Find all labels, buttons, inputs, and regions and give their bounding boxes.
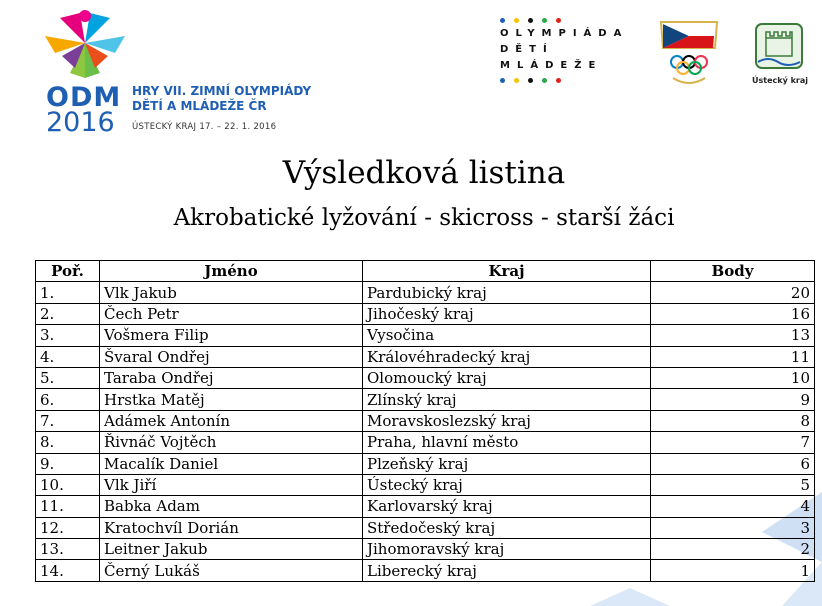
page-subtitle: Akrobatické lyžování - skicross - starší žáci	[173, 205, 675, 231]
region-cell: Karlovarský kraj	[363, 496, 651, 517]
points-cell: 1	[651, 560, 815, 581]
table-row	[36, 517, 815, 538]
table-row	[36, 496, 815, 517]
table-row	[36, 539, 815, 560]
region-cell: Vysočina	[363, 325, 651, 346]
name-cell: Taraba Ondřej	[100, 367, 363, 388]
region-cell: Moravskoslezský kraj	[363, 410, 651, 431]
points-cell: 13	[651, 325, 815, 346]
olympiada-dots-top	[500, 18, 561, 23]
table-header-row	[36, 261, 815, 282]
table-row	[36, 453, 815, 474]
header-name: Jméno	[100, 261, 363, 282]
decorative-triangle-bottom	[590, 588, 670, 606]
ustecky-kraj-emblem-icon	[752, 20, 808, 74]
rank-cell: 14.	[36, 560, 100, 581]
points-cell: 6	[651, 453, 815, 474]
czech-olympic-committee-icon	[655, 18, 723, 88]
points-cell: 4	[651, 496, 815, 517]
header-points: Body	[651, 261, 815, 282]
points-cell: 5	[651, 474, 815, 495]
table-row	[36, 410, 815, 431]
odm-star-mark-icon	[40, 8, 130, 78]
table-row	[36, 389, 815, 410]
olympiada-line1: OLYMPIÁDA	[500, 28, 629, 39]
page-title: Výsledková listina	[282, 155, 566, 191]
rank-cell: 1.	[36, 282, 100, 303]
region-cell: Zlínský kraj	[363, 389, 651, 410]
points-cell: 11	[651, 346, 815, 367]
name-cell: Adámek Antonín	[100, 410, 363, 431]
rank-cell: 12.	[36, 517, 100, 538]
odm-year: 2016	[46, 107, 115, 138]
olympiada-line3: MLÁDEŽE	[500, 60, 603, 71]
region-cell: Olomoucký kraj	[363, 367, 651, 388]
points-cell: 3	[651, 517, 815, 538]
points-cell: 20	[651, 282, 815, 303]
points-cell: 9	[651, 389, 815, 410]
rank-cell: 11.	[36, 496, 100, 517]
region-cell: Pardubický kraj	[363, 282, 651, 303]
region-cell: Ústecký kraj	[363, 474, 651, 495]
table-row	[36, 325, 815, 346]
odm-title-line2: DĚTÍ A MLÁDEŽE ČR	[132, 99, 267, 113]
rank-cell: 10.	[36, 474, 100, 495]
olympiada-logo	[500, 18, 640, 88]
table-row	[36, 303, 815, 324]
name-cell: Řivnáč Vojtěch	[100, 432, 363, 453]
region-cell: Středočeský kraj	[363, 517, 651, 538]
rank-cell: 9.	[36, 453, 100, 474]
rank-cell: 6.	[36, 389, 100, 410]
region-cell: Praha, hlavní město	[363, 432, 651, 453]
name-cell: Babka Adam	[100, 496, 363, 517]
table-row	[36, 282, 815, 303]
results-table-body	[36, 282, 815, 581]
name-cell: Hrstka Matěj	[100, 389, 363, 410]
table-row	[36, 474, 815, 495]
results-table	[35, 260, 815, 582]
region-cell: Plzeňský kraj	[363, 453, 651, 474]
rank-cell: 4.	[36, 346, 100, 367]
name-cell: Švaral Ondřej	[100, 346, 363, 367]
name-cell: Vlk Jakub	[100, 282, 363, 303]
region-cell: Jihočeský kraj	[363, 303, 651, 324]
table-row	[36, 432, 815, 453]
region-cell: Jihomoravský kraj	[363, 539, 651, 560]
odm-wordmark: ODM	[46, 82, 122, 113]
header-region: Kraj	[363, 261, 651, 282]
olympiada-dots-bottom	[500, 78, 561, 83]
table-row	[36, 560, 815, 581]
ustecky-kraj-logo	[752, 20, 808, 90]
name-cell: Kratochvíl Dorián	[100, 517, 363, 538]
rank-cell: 2.	[36, 303, 100, 324]
table-row	[36, 346, 815, 367]
name-cell: Čech Petr	[100, 303, 363, 324]
points-cell: 2	[651, 539, 815, 560]
olympiada-line2: DĚTÍ	[500, 44, 554, 55]
points-cell: 7	[651, 432, 815, 453]
rank-cell: 8.	[36, 432, 100, 453]
odm-date-line: ÚSTECKÝ KRAJ 17. – 22. 1. 2016	[132, 122, 277, 132]
region-cell: Královéhradecký kraj	[363, 346, 651, 367]
region-cell: Liberecký kraj	[363, 560, 651, 581]
odm-title-line1: HRY VII. ZIMNÍ OLYMPIÁDY	[132, 84, 312, 98]
points-cell: 16	[651, 303, 815, 324]
name-cell: Vošmera Filip	[100, 325, 363, 346]
header-rank: Poř.	[36, 261, 100, 282]
rank-cell: 13.	[36, 539, 100, 560]
ustecky-kraj-label: Ústecký kraj	[752, 76, 808, 85]
rank-cell: 5.	[36, 367, 100, 388]
name-cell: Macalík Daniel	[100, 453, 363, 474]
rank-cell: 7.	[36, 410, 100, 431]
name-cell: Vlk Jiří	[100, 474, 363, 495]
table-row	[36, 367, 815, 388]
name-cell: Černý Lukáš	[100, 560, 363, 581]
name-cell: Leitner Jakub	[100, 539, 363, 560]
odm-2016-logo	[40, 8, 340, 138]
rank-cell: 3.	[36, 325, 100, 346]
points-cell: 8	[651, 410, 815, 431]
points-cell: 10	[651, 367, 815, 388]
odm-title	[132, 84, 342, 114]
